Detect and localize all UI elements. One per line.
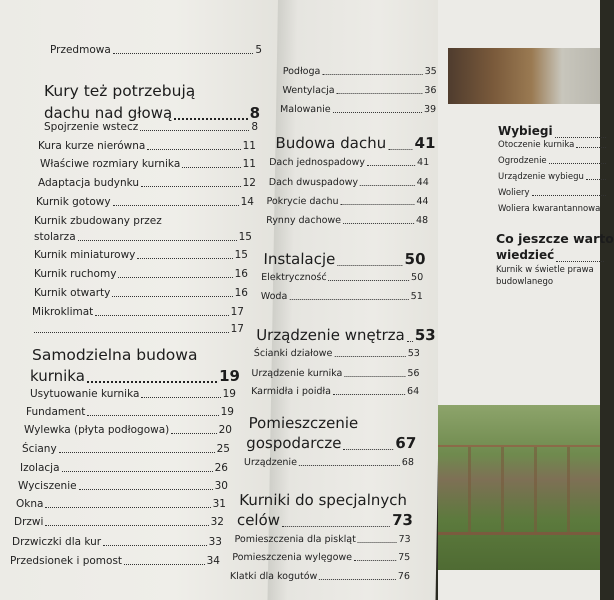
toc-page: 5 [255, 44, 262, 56]
toc-label: budowlanego [496, 277, 554, 287]
toc-entry: Woliery [498, 188, 608, 199]
toc-entry: 17 [32, 323, 244, 336]
section-heading: Kurniki do specjalnych [239, 491, 408, 509]
section-heading-line: Wybiegi [498, 122, 608, 141]
toc-entry: Właściwe rozmiary kurnika 11 [40, 158, 256, 170]
section-heading-line: wiedzieć [496, 246, 606, 265]
toc-entry: Drzwiczki dla kur 33 [12, 536, 222, 548]
toc-entry: Wyciszenie 30 [18, 480, 228, 492]
section-heading-line: Urządzenie wnętrza 53 [255, 326, 436, 344]
toc-entry: Rynny dachowe 48 [266, 215, 429, 226]
toc-entry: Pomieszczenia wylęgowe 75 [232, 552, 411, 563]
right-page [438, 0, 614, 600]
toc-entry: Izolacja 26 [20, 462, 228, 474]
left-page [0, 0, 292, 600]
toc-entry: Woda 51 [260, 291, 423, 302]
section-heading: Co jeszcze warto [496, 231, 614, 246]
toc-entry: Malowanie 39 [279, 104, 437, 115]
section-heading-line: dachu nad głową 8 [44, 104, 260, 122]
toc-entry: Podłoga 35 [282, 66, 437, 77]
section-heading: Pomieszczenie [248, 414, 359, 432]
toc-entry: Urządzenie wybiegu [498, 172, 608, 183]
toc-entry: Kurnik otwarty 16 [34, 287, 248, 299]
toc-entry: Fundament 19 [26, 406, 234, 418]
toc-entry: Kurnik gotowy 14 [36, 196, 254, 208]
toc-entry: Urządzenie 68 [243, 457, 415, 468]
toc-entry: stolarza 15 [34, 231, 252, 243]
toc-entry: Okna 31 [16, 498, 226, 510]
toc-entry: Mikroklimat 17 [32, 306, 244, 318]
toc-label: Przedmowa [50, 44, 111, 56]
chicken-run-photo [438, 405, 600, 570]
toc-label: Kurnik zbudowany przez [34, 215, 162, 227]
toc-entry: Ogrodzenie [498, 156, 608, 167]
section-heading-line: Budowa dachu 41 [275, 134, 436, 152]
toc-entry: Drzwi 32 [14, 516, 224, 528]
toc-entry: Woliera kwarantannowa [498, 204, 601, 214]
toc-entry: Pokrycie dachu 44 [266, 196, 429, 207]
toc-entry: Kurnik miniaturowy 15 [34, 249, 248, 261]
section-heading: Samodzielna budowa [32, 346, 198, 364]
section-heading-line: kurnika 19 [30, 367, 240, 385]
toc-entry: Ściany 25 [22, 443, 230, 455]
toc-entry: Pomieszczenia dla piskląt 73 [234, 534, 411, 545]
toc-entry: Kurnik ruchomy 16 [34, 268, 248, 280]
toc-entry: Elektryczność 50 [261, 272, 424, 283]
toc-entry: Klatki dla kogutów 76 [229, 571, 411, 582]
toc-entry: Przedsionek i pomost 34 [10, 555, 220, 567]
toc-entry: Dach dwuspadowy 44 [268, 177, 429, 188]
toc-entry: Ścianki działowe 53 [253, 348, 420, 359]
section-heading-line: Instalacje 50 [263, 250, 426, 268]
toc-entry: Karmidła i poidła 64 [251, 386, 420, 397]
toc-entry: Wentylacja 36 [282, 85, 437, 96]
toc-entry: Spojrzenie wstecz 8 [44, 121, 258, 133]
toc-label: Kurnik w świetle prawa [496, 265, 594, 275]
toc-entry: Usytuowanie kurnika 19 [30, 388, 236, 400]
toc-entry: Otoczenie kurnika [498, 140, 608, 151]
toc-entry: Urządzenie kurnika 56 [251, 368, 420, 379]
section-page: 8 [249, 104, 260, 122]
toc-entry: Kura kurze nierówna 11 [38, 140, 256, 152]
chicken-photo [448, 48, 600, 104]
toc-entry [50, 44, 262, 57]
section-heading-line: gospodarcze 67 [246, 434, 417, 452]
section-heading-line: celów 73 [236, 511, 414, 529]
toc-entry: Adaptacja budynku 12 [38, 177, 256, 189]
toc-entry: Dach jednospadowy 41 [269, 157, 430, 168]
section-heading: Kury też potrzebują [44, 82, 196, 100]
toc-entry: Wylewka (płyta podłogowa) 20 [24, 424, 232, 436]
